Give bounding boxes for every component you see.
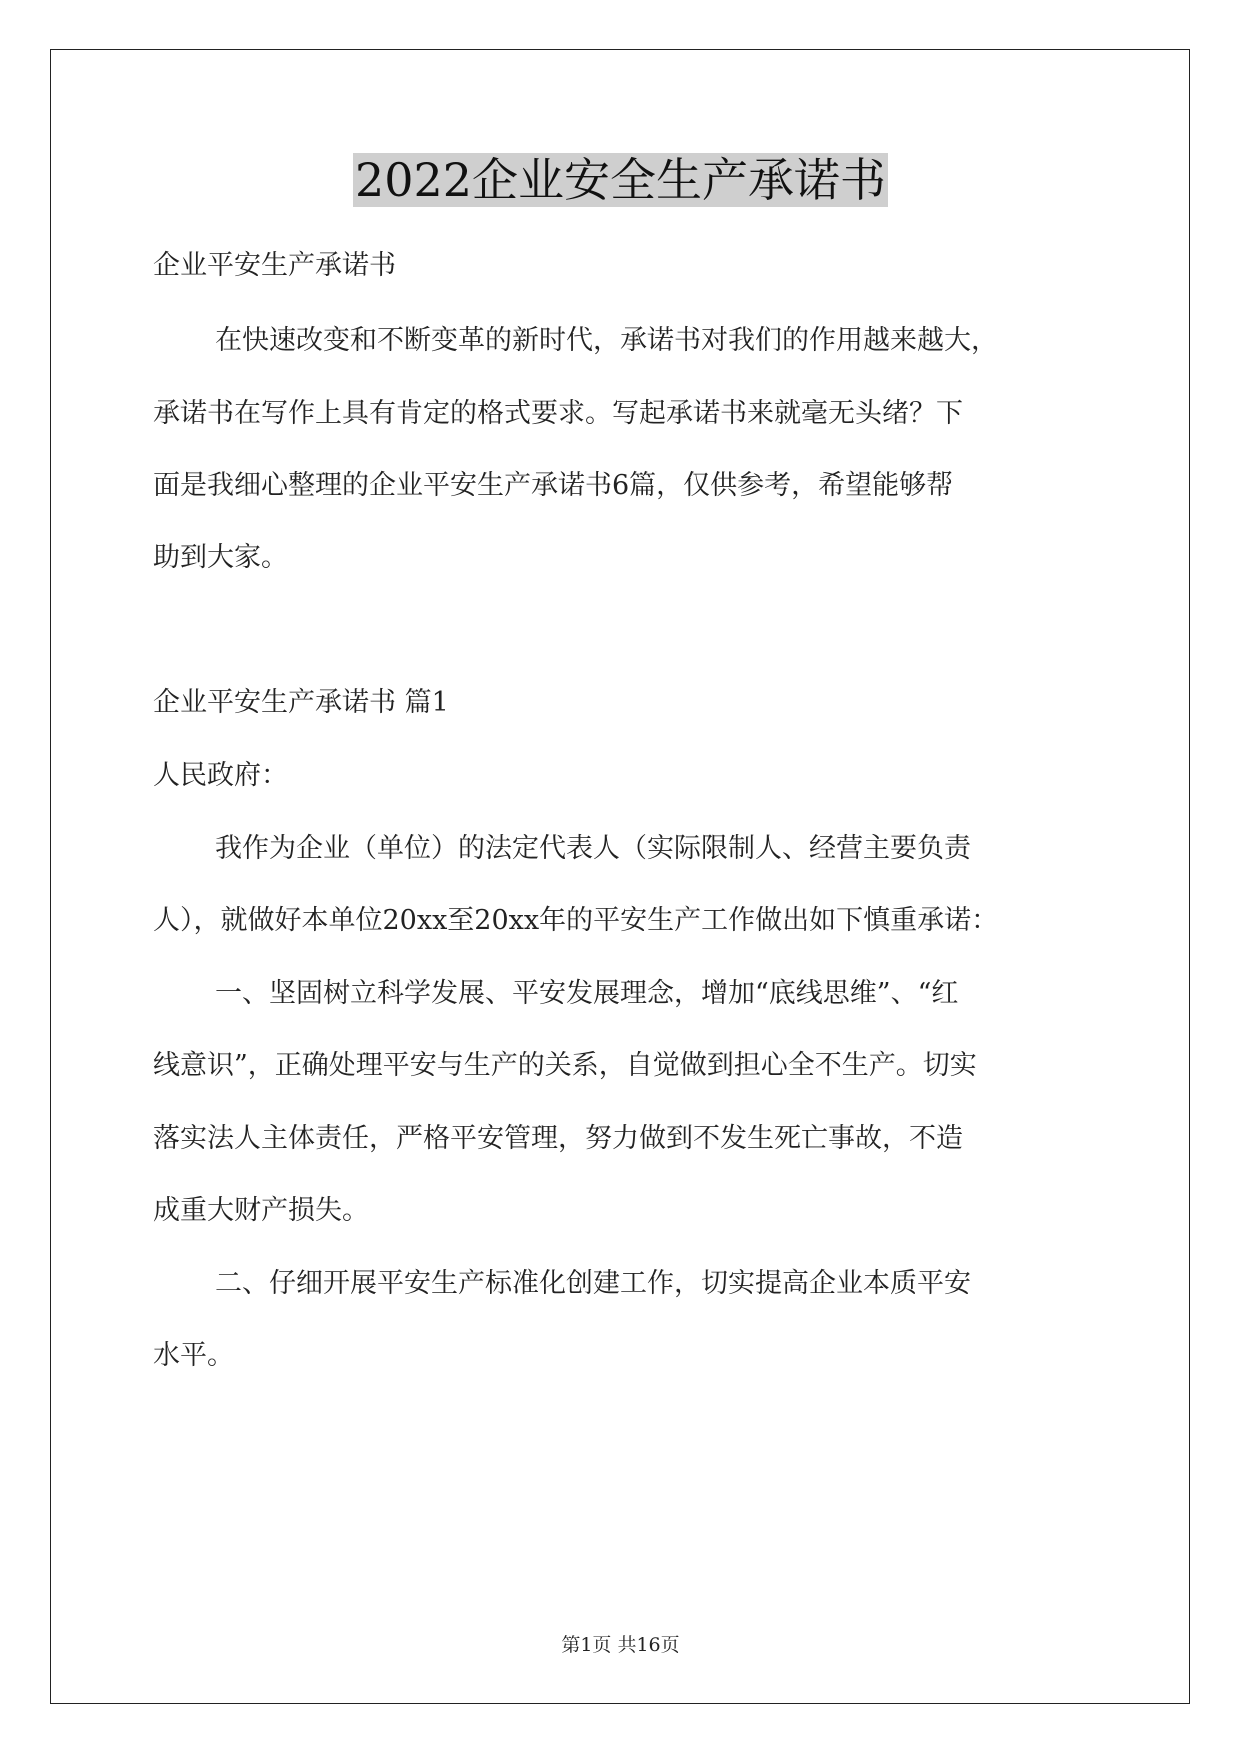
body-line-5: 落实法人主体责任，严格平安管理，努力做到不发生死亡事故，不造 [153,1123,963,1154]
body-line-2: 人），就做好本单位20xx至20xx年的平安生产工作做出如下慎重承诺： [153,905,999,936]
intro-line-3: 面是我细心整理的企业平安生产承诺书6篇，仅供参考，希望能够帮 [153,470,954,501]
body-line-7: 二、仔细开展平安生产标准化创建工作，切实提高企业本质平安 [215,1268,971,1299]
body-line-8: 水平。 [153,1340,234,1371]
intro-line-1: 在快速改变和不断变革的新时代，承诺书对我们的作用越来越大， [215,325,998,356]
section-heading: 企业平安生产承诺书 篇1 [153,687,449,718]
page-number: 第1页 共16页 [561,1634,680,1656]
body-line-6: 成重大财产损失。 [153,1195,369,1226]
salutation: 人民政府： [153,760,288,791]
document-title: 2022企业安全生产承诺书 [354,153,887,207]
page-border [50,49,1190,1704]
body-line-3: 一、坚固树立科学发展、平安发展理念，增加“底线思维”、“红 [215,978,959,1009]
body-line-4: 线意识”，正确处理平安与生产的关系，自觉做到担心全不生产。切实 [153,1050,977,1081]
body-line-1: 我作为企业（单位）的法定代表人（实际限制人、经营主要负责 [215,833,971,864]
subtitle: 企业平安生产承诺书 [153,250,396,281]
intro-line-4: 助到大家。 [153,542,288,573]
intro-line-2: 承诺书在写作上具有肯定的格式要求。写起承诺书来就毫无头绪？下 [153,398,963,429]
